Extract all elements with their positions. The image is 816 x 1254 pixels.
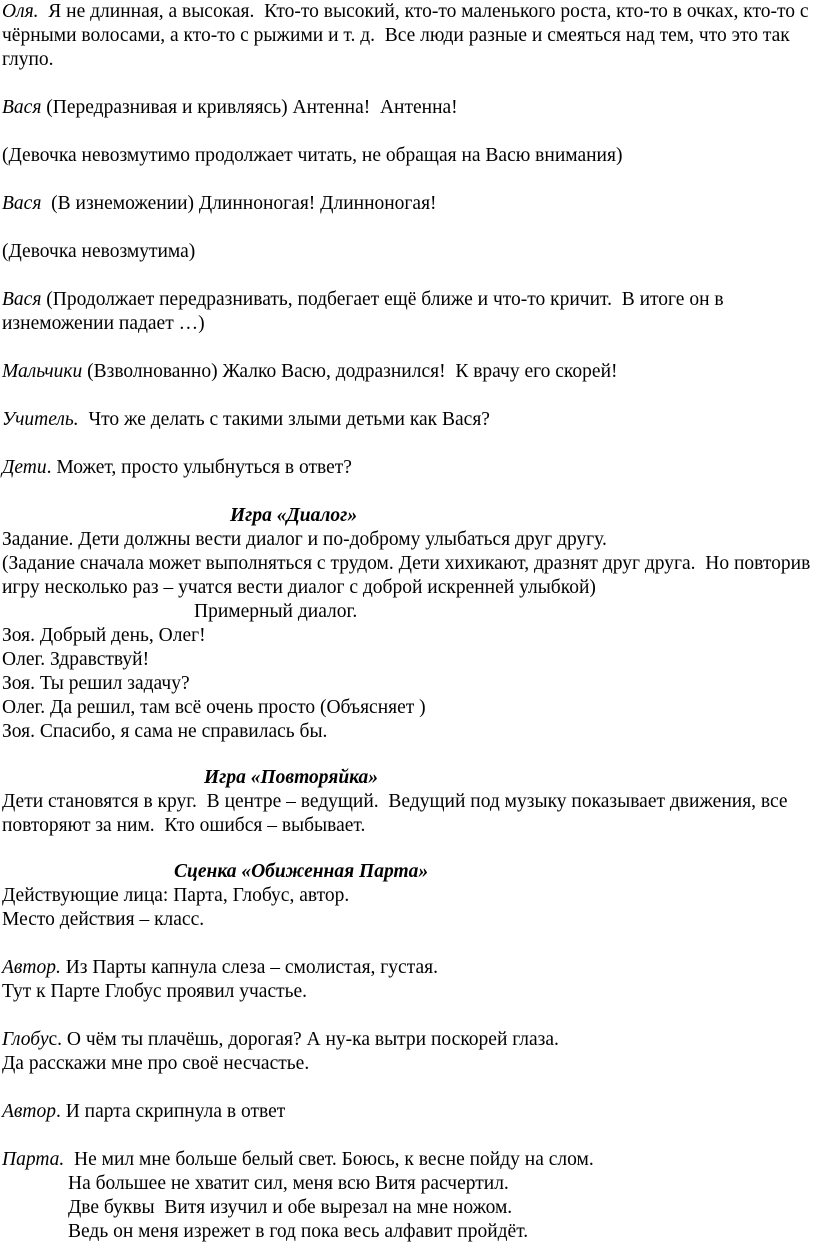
paragraph-teacher [2, 408, 814, 432]
paragraph-children [2, 456, 814, 480]
speaker-vasya: Вася [2, 289, 42, 310]
speaker-globe: Глобу [2, 1029, 49, 1050]
speaker-olya: Оля. [2, 1, 39, 22]
olya-text: Я не длинная, а высокая. Кто-то высокий, кто-то маленького роста, кто-то в очках, кто-то с чёрными волосами, а кто-то с рыжими и т. д. Все люди разные и смеяться над тем, что это так глупо. [2, 1, 814, 70]
vasya-text-2: (В изнеможении) Длинноногая! Длинноногая! [41, 193, 437, 214]
verse-line: На большее не хватит сил, меня всю Витя расчертил. [68, 1173, 509, 1194]
speaker-boys: Мальчики [2, 361, 83, 382]
game-repeat-text: Дети становятся в круг. В центре – ведущий. Ведущий под музыку показывает движения, все повторяют за ним. Кто ошибся – выбывает. [2, 791, 793, 836]
vasya-text-3: (Продолжает передразнивать, подбегает ещё ближе и что-то кричит. В итоге он в изнеможении падает …) [2, 289, 729, 334]
boys-text: (Взволнованно) Жалко Васю, додразнился! К врачу его скорей! [82, 361, 618, 382]
stage-direction-1: (Девочка невозмутимо продолжает читать, не обращая на Васю внимания) [2, 145, 623, 166]
speaker-vasya: Вася [2, 97, 42, 118]
stage-direction-2: (Девочка невозмутима) [2, 241, 196, 262]
paragraph-boys [2, 360, 814, 384]
paragraph-author-2 [2, 1100, 814, 1124]
speaker-children: Дети [2, 457, 47, 478]
dialog-line: Олег. Да решил, там всё очень просто (Объясняет ) [2, 697, 426, 718]
game-dialog-title: Игра «Диалог» [230, 505, 358, 526]
teacher-text: Что же делать с такими злыми детьми как Вася? [78, 409, 490, 430]
paragraph-vasya-3 [2, 288, 814, 336]
verse-line: Две буквы Витя изучил и обе вырезал на мне ножом. [68, 1197, 513, 1218]
game-dialog-note: (Задание сначала может выполняться с трудом. Дети хихикают, дразнят друг друга. Но повторив игру несколько раз – учатся вести диалог с доброй искренней улыбкой) [2, 553, 816, 598]
author-text-2: Тут к Парте Глобус проявил участье. [2, 981, 308, 1002]
desk-text-1: Не мил мне больше белый свет. Боюсь, к весне пойду на слом. [64, 1149, 594, 1170]
game-dialog-subtitle: Примерный диалог. [194, 601, 358, 622]
speaker-teacher: Учитель. [2, 409, 79, 430]
speaker-author: Автор. [2, 957, 61, 978]
verse-line: Ведь он меня изрежет в год пока весь алфавит пройдёт. [68, 1221, 529, 1242]
globe-text-1: с. О чём ты плачёшь, дорогая? А ну-ка вытри поскорей глаза. [48, 1029, 559, 1050]
paragraph-desk [2, 1148, 814, 1172]
paragraph-olya [2, 0, 814, 72]
vasya-text-1: (Передразнивая и кривляясь) Антенна! Антенна! [41, 97, 458, 118]
speaker-desk: Парта. [2, 1149, 65, 1170]
dialog-line: Зоя. Спасибо, я сама не справилась бы. [2, 721, 328, 742]
author-text-3: . И парта скрипнула в ответ [55, 1101, 286, 1122]
document-page [2, 0, 814, 1244]
paragraph-vasya-1 [2, 96, 814, 120]
game-repeat-title: Игра «Повторяйка» [204, 767, 379, 788]
dialog-line: Зоя. Ты решил задачу? [2, 673, 190, 694]
dialog-line: Зоя. Добрый день, Олег! [2, 625, 206, 646]
speaker-vasya: Вася [2, 193, 42, 214]
author-text-1: Из Парты капнула слеза – смолистая, густая. [60, 957, 438, 978]
children-text: . Может, просто улыбнуться в ответ? [46, 457, 352, 478]
paragraph-vasya-2 [2, 192, 814, 216]
dialog-line: Олег. Здравствуй! [2, 649, 150, 670]
globe-text-2: Да расскажи мне про своё несчастье. [2, 1053, 310, 1074]
speaker-author: Автор [2, 1101, 56, 1122]
paragraph-globe [2, 1028, 814, 1052]
game-dialog-task: Задание. Дети должны вести диалог и по-доброму улыбаться друг другу. [2, 529, 607, 550]
scene-place: Место действия – класс. [2, 909, 205, 930]
scene-characters: Действующие лица: Парта, Глобус, автор. [2, 885, 350, 906]
scene-title: Сценка «Обиженная Парта» [174, 861, 429, 882]
paragraph-author-1 [2, 956, 814, 980]
